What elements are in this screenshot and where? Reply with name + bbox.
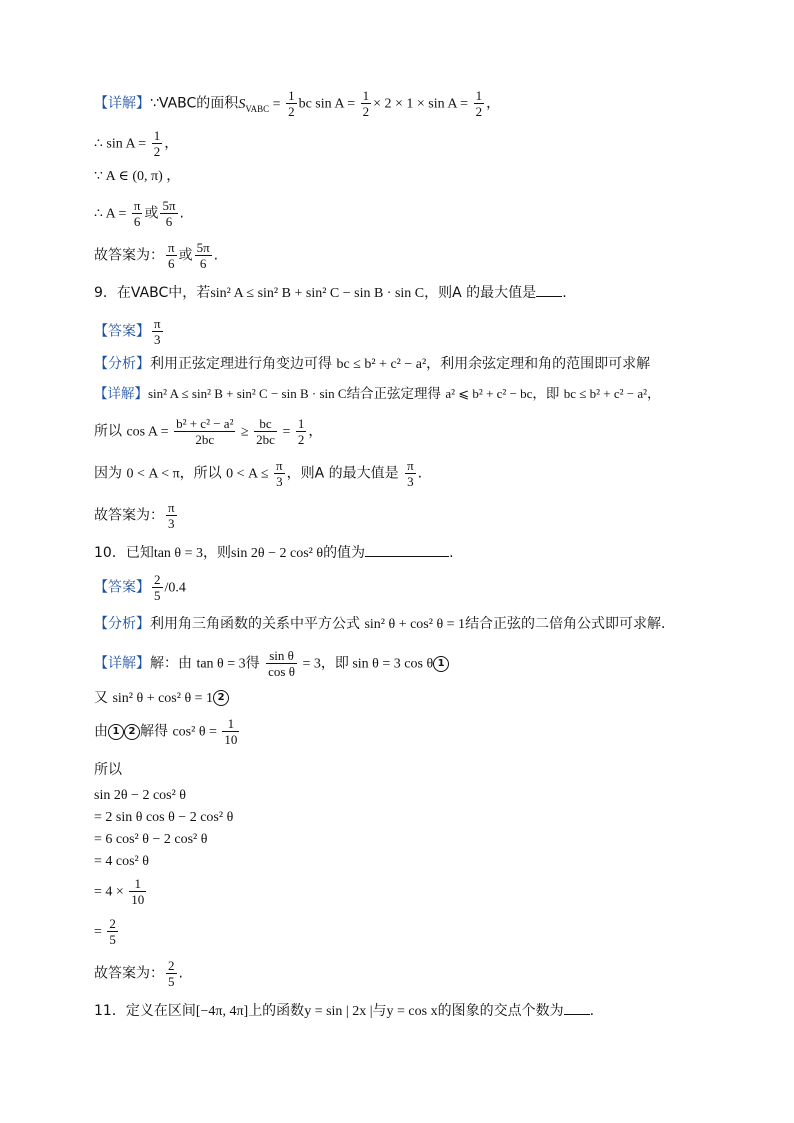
- math: = 4 ×: [94, 884, 128, 900]
- detail-tag: 【详解】: [94, 655, 150, 672]
- circled-number: 1: [433, 656, 449, 672]
- fraction: [174, 416, 235, 447]
- q10-answer: [94, 572, 186, 603]
- math: /0.4: [164, 580, 186, 596]
- text: ，: [647, 386, 661, 402]
- text: 的图象的交点个数为: [437, 1003, 564, 1019]
- text: ，所以: [179, 465, 227, 482]
- text: 10．已知: [94, 545, 154, 561]
- fraction: [129, 876, 146, 907]
- fraction-numerator: 2: [109, 916, 116, 931]
- text: ，: [486, 95, 501, 112]
- fraction-numerator: π: [154, 316, 161, 331]
- fraction-denominator: 6: [165, 214, 173, 229]
- fraction-numerator: 1: [475, 88, 483, 103]
- q9-final: [94, 500, 179, 531]
- fraction-numerator: 2: [168, 958, 175, 973]
- A-line: [94, 198, 184, 229]
- fraction-denominator: 3: [154, 332, 161, 347]
- fraction: [132, 198, 143, 229]
- text: ，则: [203, 545, 232, 561]
- text: 与: [372, 1003, 387, 1019]
- math: [−4π, 4π]: [195, 1004, 249, 1019]
- text: 或: [144, 205, 159, 222]
- text: .: [449, 545, 454, 561]
- math: S: [238, 96, 246, 112]
- fraction: [361, 88, 372, 119]
- fraction-denominator: 2: [153, 144, 161, 159]
- answer-blank: [564, 1000, 590, 1015]
- fraction: [474, 88, 485, 119]
- fraction: [107, 916, 118, 947]
- fraction-denominator: 2bc: [195, 432, 215, 447]
- fraction-denominator: 6: [133, 214, 141, 229]
- q10-also: [94, 688, 229, 709]
- text: 结合正弦的二倍角公式即可求解.: [465, 616, 666, 632]
- q9-answer: [94, 316, 165, 347]
- math: bc ≤ b² + c² − a²: [563, 386, 648, 401]
- fraction-numerator: 1: [222, 716, 239, 732]
- fraction-numerator: 2: [154, 572, 161, 587]
- fraction: [152, 316, 163, 347]
- fraction-denominator: 6: [199, 256, 207, 271]
- q10-step2: = 2 sin θ cos θ − 2 cos² θ: [94, 810, 234, 825]
- q10-detail: [94, 648, 449, 679]
- answer-line: [94, 240, 218, 271]
- fraction-denominator: 10: [224, 732, 238, 747]
- text: ，则A 的最大值是: [286, 465, 404, 482]
- fraction: [286, 88, 297, 119]
- fraction-numerator: bc: [254, 416, 277, 432]
- fraction-denominator: 2bc: [256, 432, 275, 447]
- math: ∴ sin A =: [94, 136, 150, 152]
- text: .: [417, 465, 423, 482]
- math: sin θ = 3 cos θ: [352, 656, 434, 672]
- text: 故答案为：: [94, 247, 164, 264]
- math: y = sin | 2x |: [304, 1004, 373, 1019]
- fraction-denominator: 5: [154, 588, 161, 603]
- text: 解得: [140, 723, 173, 740]
- q10-step1: sin 2θ − 2 cos² θ: [94, 788, 187, 803]
- text: 得: [245, 655, 265, 672]
- math: 0 < A ≤: [226, 466, 273, 482]
- fraction-denominator: 2: [297, 432, 305, 447]
- math: sin 2θ − 2 cos² θ: [231, 546, 324, 561]
- q10-step6: [94, 916, 120, 947]
- q9-cos-line: [94, 416, 322, 447]
- question-9: [94, 282, 567, 304]
- text: ，利用余弦定理和角的范围即可求解: [426, 356, 651, 372]
- fraction-denominator: 2: [475, 104, 483, 119]
- fraction: [254, 416, 277, 447]
- text: ∵VABC的面积: [150, 95, 239, 112]
- q9-detail: [94, 384, 661, 404]
- question-10: [94, 542, 454, 564]
- answer-tag: 【答案】: [94, 579, 150, 596]
- math: =: [278, 424, 294, 440]
- math: ∵ A ∈ (0, π) ，: [94, 169, 181, 184]
- text: ，: [308, 423, 323, 440]
- text: 上的函数: [248, 1003, 305, 1019]
- fraction: [222, 716, 239, 747]
- fraction-numerator: 5π: [196, 240, 210, 255]
- math: ≥: [237, 424, 253, 440]
- text: .: [213, 247, 219, 264]
- fraction-denominator: 10: [131, 892, 145, 907]
- fraction: [166, 500, 177, 531]
- text: ，即: [532, 386, 564, 402]
- detail-tag: 【详解】: [94, 386, 148, 402]
- math: y = cos x: [386, 1004, 438, 1019]
- fraction-denominator: 3: [168, 516, 175, 531]
- text: 解：由: [150, 655, 197, 672]
- math: bc ≤ b² + c² − a²: [336, 357, 427, 372]
- fraction-denominator: 6: [168, 256, 175, 271]
- fraction-numerator: π: [276, 458, 283, 473]
- q10-therefore: [94, 760, 122, 780]
- fraction: [152, 128, 163, 159]
- math: cos A =: [126, 424, 173, 440]
- fraction: [166, 958, 177, 989]
- fraction: [266, 648, 297, 679]
- text: 由: [94, 723, 108, 740]
- math: bc sin A =: [298, 96, 359, 112]
- fraction: [152, 572, 163, 603]
- text: 故答案为：: [94, 507, 164, 524]
- q10-step3: = 6 cos² θ − 2 cos² θ: [94, 832, 208, 847]
- q10-step5: [94, 876, 148, 907]
- answer-blank: [536, 282, 562, 297]
- fraction-numerator: 1: [153, 128, 161, 143]
- math: ∴ A =: [94, 206, 130, 222]
- fraction: [160, 198, 177, 229]
- text: .: [589, 1003, 595, 1019]
- detail-tag: 【详解】: [94, 95, 150, 112]
- math: tan θ = 3: [153, 546, 204, 561]
- text: 利用正弦定理进行角变边可得: [150, 356, 337, 372]
- fraction-numerator: 1: [362, 88, 370, 103]
- text: .: [178, 965, 183, 982]
- text: 所以: [94, 423, 127, 440]
- fraction-denominator: 2: [288, 104, 295, 119]
- math: =: [94, 924, 106, 940]
- fraction-numerator: π: [168, 500, 175, 515]
- text: 故答案为：: [94, 965, 164, 982]
- math: =: [269, 96, 285, 112]
- math: sin² A ≤ sin² B + sin² C − sin B · sin C: [210, 286, 425, 301]
- text: 的值为: [323, 545, 366, 561]
- analysis-tag: 【分析】: [94, 616, 150, 632]
- fraction-numerator: π: [407, 458, 414, 473]
- math: 0 < A < π: [126, 466, 180, 482]
- fraction-numerator: 1: [129, 876, 146, 892]
- math: sin² θ + cos² θ = 1: [112, 691, 214, 706]
- fraction-denominator: cos θ: [268, 664, 295, 679]
- math: = 3，即: [298, 656, 353, 672]
- text: .: [179, 205, 184, 222]
- q9-because: [94, 458, 422, 489]
- detail-line-area: [94, 88, 500, 119]
- fraction-numerator: π: [168, 240, 175, 255]
- text: 或: [178, 247, 193, 264]
- fraction: [166, 240, 177, 271]
- text: 9．在VABC中，若: [94, 285, 211, 301]
- math-sub: VABC: [245, 103, 270, 114]
- math: sin² A ≤ sin² B + sin² C − sin B · sin C: [148, 386, 347, 401]
- fraction-numerator: 1: [288, 88, 295, 103]
- answer-blank: [365, 542, 449, 557]
- fraction: [195, 240, 212, 271]
- fraction-denominator: 5: [168, 974, 175, 989]
- fraction-numerator: b² + c² − a²: [176, 416, 234, 431]
- sinA-line: [94, 128, 178, 159]
- q10-analysis: [94, 614, 666, 635]
- circled-number: 2: [124, 724, 140, 740]
- q10-step4: = 4 cos² θ: [94, 854, 149, 869]
- fraction-numerator: π: [133, 198, 141, 213]
- fraction: [274, 458, 285, 489]
- analysis-tag: 【分析】: [94, 356, 150, 372]
- q10-solve: [94, 716, 241, 747]
- text: 11．定义在区间: [94, 1003, 196, 1019]
- q9-analysis: [94, 354, 650, 375]
- text: ，: [164, 135, 179, 152]
- text: .: [562, 285, 567, 301]
- text: 又: [94, 690, 113, 706]
- math: a² ⩽ b² + c² − bc: [445, 386, 533, 401]
- text: 因为: [94, 465, 127, 482]
- q10-final: [94, 958, 183, 989]
- fraction-denominator: 5: [109, 932, 116, 947]
- math: sin² θ + cos² θ = 1: [364, 617, 466, 632]
- fraction: [405, 458, 416, 489]
- math: × 2 × 1 × sin A =: [373, 96, 472, 112]
- fraction: [296, 416, 307, 447]
- question-11: [94, 1000, 594, 1022]
- circled-number: 2: [213, 690, 229, 706]
- text: ，则A 的最大值是: [424, 285, 537, 301]
- text: 所以: [94, 762, 122, 778]
- fraction-numerator: 1: [297, 416, 305, 431]
- answer-tag: 【答案】: [94, 323, 150, 340]
- fraction-numerator: sin θ: [266, 648, 297, 664]
- fraction-numerator: 5π: [162, 198, 176, 213]
- math: cos² θ =: [172, 724, 221, 740]
- fraction-denominator: 2: [362, 104, 370, 119]
- fraction-denominator: 3: [407, 474, 414, 489]
- range-line: [94, 166, 180, 187]
- circled-number: 1: [108, 724, 124, 740]
- math: tan θ = 3: [196, 656, 246, 672]
- text: 利用角三角函数的关系中平方公式: [150, 616, 365, 632]
- fraction-denominator: 3: [276, 474, 283, 489]
- text: 结合正弦定理得: [346, 386, 446, 402]
